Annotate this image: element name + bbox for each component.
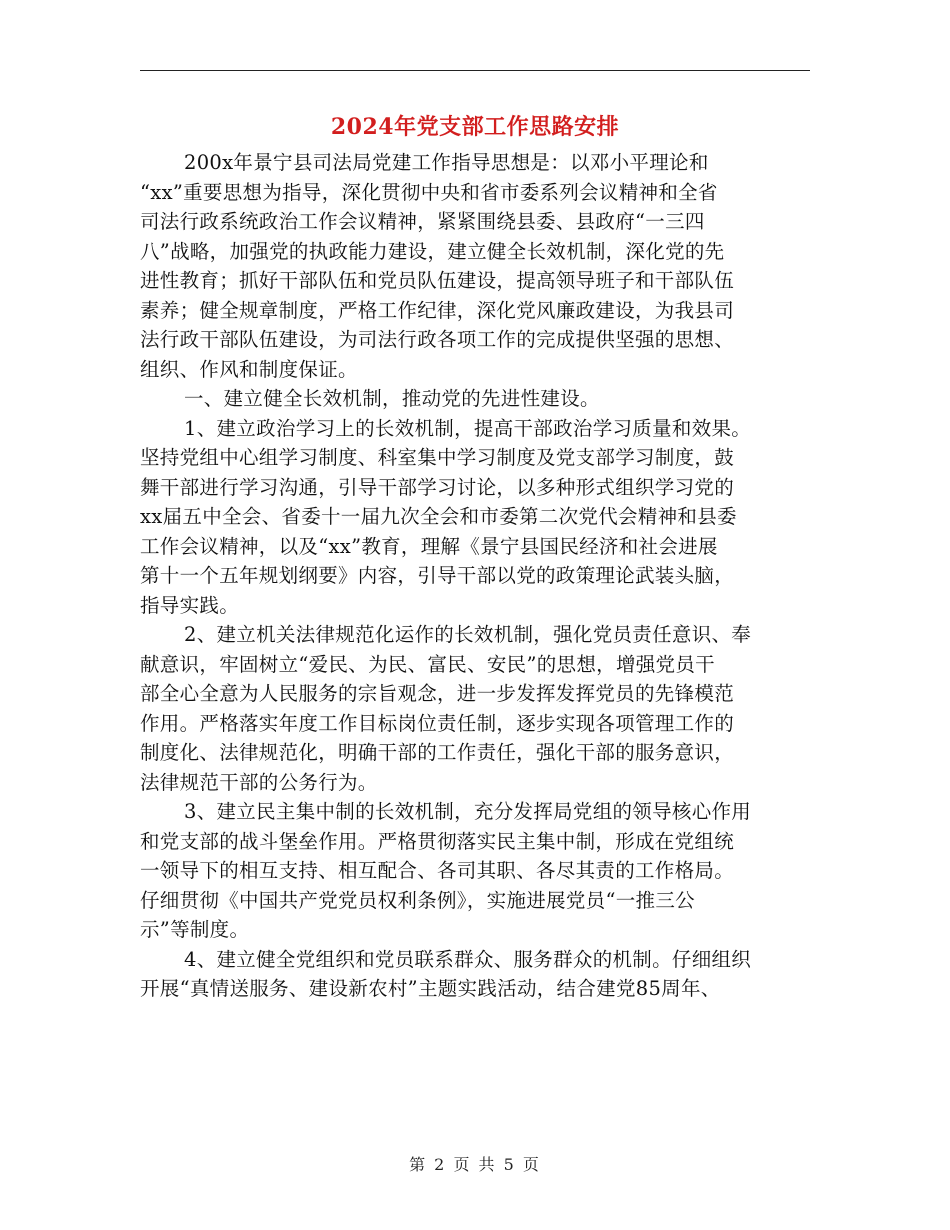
header-rule — [140, 70, 810, 71]
document-title: 2024年党支部工作思路安排 — [330, 114, 620, 140]
text-line: 第十一个五年规划纲要》内容，引导干部以党的政策理论武装头脑， — [140, 564, 735, 587]
text-line: 开展“真情送服务、建设新农村”主题实践活动，结合建党85周年、 — [140, 977, 721, 1000]
text-line: 司法行政系统政治工作会议精神，紧紧围绕县委、县政府“一三四 — [140, 210, 705, 233]
text-line: 献意识，牢固树立“爱民、为民、富民、安民”的思想，增强党员干 — [140, 652, 715, 676]
text-line: 制度化、法律规范化，明确干部的工作责任，强化干部的服务意识， — [140, 741, 735, 764]
text-line: 法律规范干部的公务行为。 — [140, 770, 378, 794]
text-line: “xx”重要思想为指导，深化贯彻中央和省市委系列会议精神和全省 — [140, 180, 718, 204]
text-line: 作用。严格落实年度工作目标岗位责任制，逐步实现各项管理工作的 — [140, 711, 735, 735]
text-line: 素养；健全规章制度，严格工作纪律，深化党风廉政建设，为我县司 — [140, 298, 735, 322]
text-line: 一领导下的相互支持、相互配合、各司其职、各尽其责的工作格局。 — [140, 859, 735, 882]
text-line: 坚持党组中心组学习制度、科室集中学习制度及党支部学习制度，鼓 — [140, 446, 735, 469]
text-line: 2、建立机关法律规范化运作的长效机制，强化党员责任意识、奉 — [184, 623, 752, 646]
text-line: 200x年景宁县司法局党建工作指导思想是：以邓小平理论和 — [184, 151, 709, 174]
text-line: 法行政干部队伍建设，为司法行政各项工作的完成提供坚强的思想、 — [140, 328, 735, 351]
text-line: 工作会议精神，以及“xx”教育，理解《景宁县国民经济和社会进展 — [140, 534, 718, 558]
page-footer: 第 2 页 共 5 页 — [409, 1155, 541, 1174]
text-line: 示”等制度。 — [140, 918, 250, 941]
text-line: 和党支部的战斗堡垒作用。严格贯彻落实民主集中制，形成在党组统 — [140, 829, 735, 853]
text-line: 指导实践。 — [140, 593, 240, 617]
text-line: 仔细贯彻《中国共产党党员权利条例》，实施进展党员“一推三公 — [140, 888, 695, 912]
text-line: 组织、作风和制度保证。 — [140, 357, 358, 381]
text-line: 1、建立政治学习上的长效机制，提高干部政治学习质量和效果。 — [184, 416, 752, 440]
text-line: 部全心全意为人民服务的宗旨观念，进一步发挥发挥党员的先锋模范 — [140, 682, 735, 705]
text-line: xx届五中全会、省委十一届九次全会和市委第二次党代会精神和县委 — [140, 505, 737, 528]
text-line: 一、建立健全长效机制，推动党的先进性建设。 — [184, 387, 600, 410]
document-body — [140, 148, 810, 1004]
text-line: 进性教育；抓好干部队伍和党员队伍建设，提高领导班子和干部队伍 — [140, 269, 735, 292]
text-line: 舞干部进行学习沟通，引导干部学习讨论，以多种形式组织学习党的 — [140, 475, 735, 499]
text-line: 八”战略，加强党的执政能力建设，建立健全长效机制，深化党的先 — [140, 239, 725, 263]
text-line: 3、建立民主集中制的长效机制，充分发挥局党组的领导核心作用 — [184, 800, 752, 823]
text-line: 4、建立健全党组织和党员联系群众、服务群众的机制。仔细组织 — [184, 947, 752, 971]
